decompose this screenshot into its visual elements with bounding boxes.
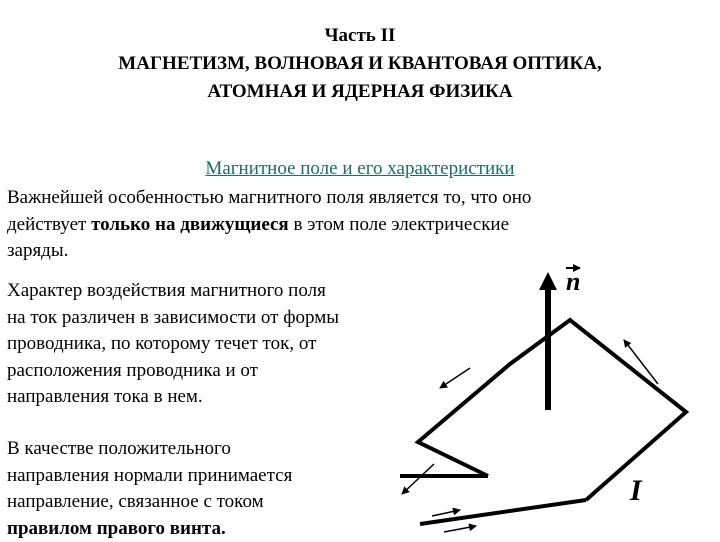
paragraph-2-line-4: расположения проводника и от: [7, 358, 339, 385]
current-arrow-lead-lower-1: [432, 510, 460, 516]
paragraph-2: [7, 278, 339, 411]
paragraph-2-line-5: направления тока в нем.: [7, 384, 339, 411]
normal-label: n: [566, 267, 580, 296]
current-loop-diagram: [380, 260, 710, 538]
paragraph-2-line-1: Характер воздействия магнитного поля: [7, 278, 339, 305]
paragraph-3: [7, 436, 292, 542]
lead-wire-lower: [420, 500, 586, 524]
current-arrow-left: [440, 368, 470, 388]
paragraph-3-line-2: направления нормали принимается: [7, 463, 292, 490]
paragraph-1-line-2: [7, 212, 531, 239]
header-line-1: МАГНЕТИЗМ, ВОЛНОВАЯ И КВАНТОВАЯ ОПТИКА,: [0, 50, 720, 78]
current-arrow-lead-lower-2: [444, 526, 476, 532]
current-label: I: [629, 474, 643, 507]
normal-vector-arrowhead: [539, 272, 557, 290]
header: [0, 22, 720, 106]
current-loop: [418, 320, 686, 500]
part-title: Часть II: [0, 22, 720, 50]
paragraph-3-line-4: [7, 516, 292, 542]
emphasis-moving-charges: только на движущиеся: [91, 214, 289, 235]
paragraph-1-line-2-post: в этом поле электрические: [289, 214, 509, 235]
paragraph-2-line-2: на ток различен в зависимости от формы: [7, 305, 339, 332]
current-arrow-lead-upper: [402, 464, 434, 494]
paragraph-2-line-3: проводника, по которому течет ток, от: [7, 331, 339, 358]
paragraph-1-line-1: Важнейшей особенностью магнитного поля является то, что оно: [7, 185, 531, 212]
emphasis-right-screw-rule: правилом правого винта.: [7, 518, 226, 539]
paragraph-3-line-3: направление, связанное с током: [7, 489, 292, 516]
header-line-2: АТОМНАЯ И ЯДЕРНАЯ ФИЗИКА: [0, 78, 720, 106]
section-title[interactable]: Магнитное поле и его характеристики: [0, 158, 720, 180]
paragraph-3-line-1: В качестве положительного: [7, 436, 292, 463]
paragraph-1: [7, 185, 531, 265]
paragraph-1-line-2-pre: действует: [7, 214, 91, 235]
paragraph-1-line-3: заряды.: [7, 238, 531, 265]
